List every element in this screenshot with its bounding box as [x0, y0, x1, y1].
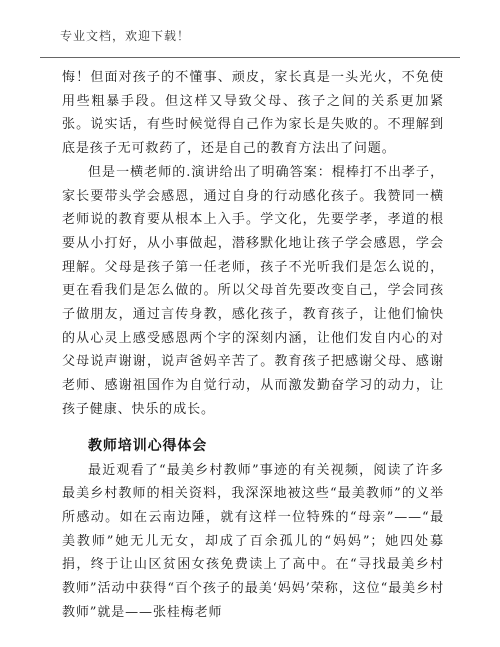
document-body	[62, 66, 444, 624]
section-title: 教师培训心得体会	[88, 437, 208, 454]
header-note: 专业文档，欢迎下载！	[60, 29, 191, 43]
paragraph-teacher-lecture: 但是一横老师的.演讲给出了明确答案：棍棒打不出孝子，家长要带头学会感恩，通过自身的行动感化孩子。我赞同一横老师说的教育要从根本上入手。学文化，先要学孝，孝道的根要从小打好，从小事做起，潜移默化地让孩子学会感恩，学会理解。父母是孩子第一任老师，孩子不光听我们是怎么说的，更在看我们是怎么做的。所以父母首先要改变自己，学会同孩子做朋友，通过言传身教，感化孩子，教育孩子，让他们愉快的从心灵上感受感恩两个字的深刻内涵，让他们发自内心的对父母说声谢谢，说声爸妈辛苦了。教育孩子把感谢父母、感谢老师、感谢祖国作为自觉行动，从而激发勤奋学习的动力，让孩子健康、快乐的成长。	[62, 164, 444, 417]
paragraph-rural-teacher: 最近观看了“最美乡村教师”事迹的有关视频，阅读了许多最美乡村教师的相关资料，我深深地被这些“最美教师”的义举所感动。如在云南边陲，就有这样一位特殊的“母亲”——“最美教师”她无儿无女，却成了百余孤儿的“妈妈”；她四处募捐，终于让山区贫困女孩免费读上了高中。在“寻找最美乡村教师”活动中获得“百个孩子的最美‘妈妈’荣称，这位“最美乡村教师”就是——张桂梅老师	[62, 462, 444, 620]
paragraph-continuation: 悔！但面对孩子的不懂事、顽皮，家长真是一头光火，不免使用些粗暴手段。但这样又导致父母、孩子之间的关系更加紧张。说实话，有些时候觉得自己作为家长是失败的。不理解到底是孩子无可救药了，还是自己的教育方法出了问题。	[62, 70, 444, 157]
header-divider	[40, 57, 460, 58]
